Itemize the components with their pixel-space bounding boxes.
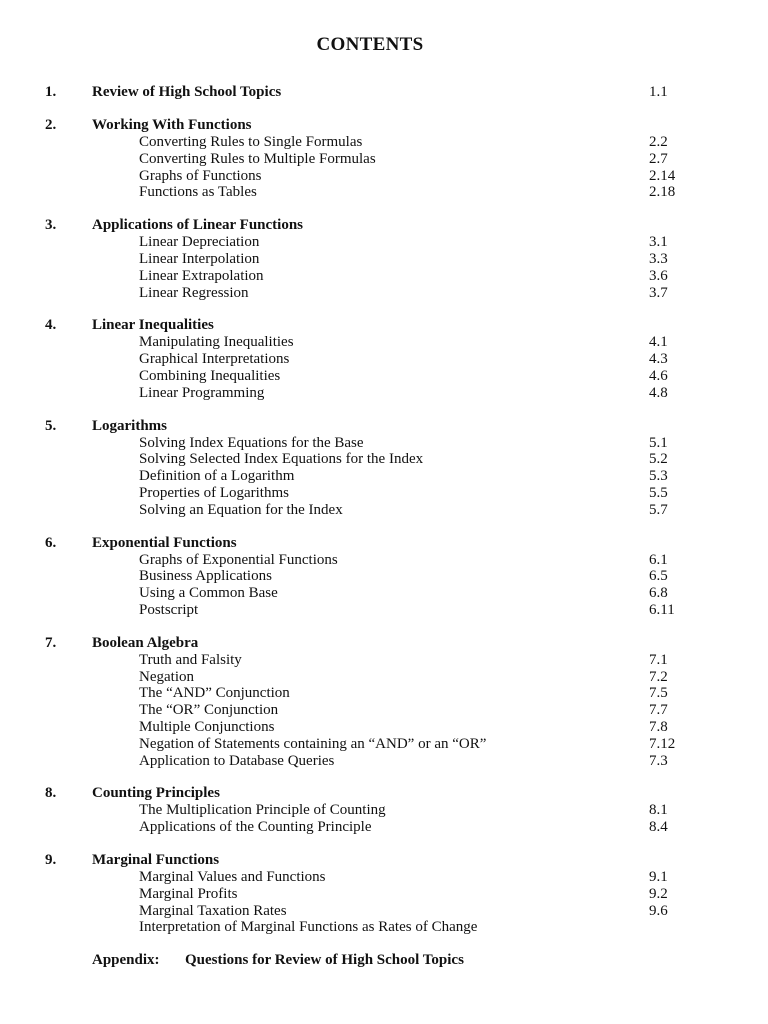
chapter-number: 4.: [45, 317, 57, 334]
section-page-number: 4.1: [649, 334, 668, 351]
toc-section-row: [0, 151, 768, 168]
table-of-contents: [0, 84, 768, 969]
section-title: Negation: [139, 668, 194, 685]
toc-section-row: [0, 334, 768, 351]
toc-section-row: [0, 552, 768, 569]
toc-section-row: [0, 568, 768, 585]
section-title: Solving an Equation for the Index: [139, 501, 343, 518]
chapter-heading: [0, 117, 768, 134]
toc-section-row: [0, 652, 768, 669]
section-page-number: 2.18: [649, 184, 676, 201]
section-title: Linear Extrapolation: [139, 267, 264, 284]
toc-section-row: [0, 585, 768, 602]
section-page-number: 7.3: [649, 752, 668, 769]
section-title: Graphs of Functions: [139, 167, 262, 184]
section-title: Marginal Values and Functions: [139, 868, 326, 885]
section-page-number: 7.12: [649, 735, 676, 752]
section-title: Truth and Falsity: [139, 651, 242, 668]
section-page-number: 2.7: [649, 150, 668, 167]
section-title: Interpretation of Marginal Functions as Rates of Change: [139, 919, 478, 936]
toc-chapter: [0, 535, 768, 619]
section-title: Marginal Profits: [139, 885, 238, 902]
toc-section-row: [0, 819, 768, 836]
toc-section-row: [0, 351, 768, 368]
section-title: Functions as Tables: [139, 184, 257, 201]
toc-section-row: [0, 669, 768, 686]
section-title: The Multiplication Principle of Counting: [139, 802, 386, 819]
toc-section-row: [0, 468, 768, 485]
toc-section-row: [0, 268, 768, 285]
chapter-number: 7.: [45, 634, 57, 651]
section-title: Linear Depreciation: [139, 234, 260, 251]
section-page-number: 5.3: [649, 468, 668, 485]
section-title: Using a Common Base: [139, 585, 278, 602]
chapter-heading: [0, 635, 768, 652]
toc-section-row: [0, 702, 768, 719]
toc-section-row: [0, 451, 768, 468]
chapter-number: 1.: [45, 84, 57, 100]
section-title: Converting Rules to Multiple Formulas: [139, 150, 376, 167]
toc-section-row: [0, 685, 768, 702]
chapter-number: 3.: [45, 217, 57, 234]
chapter-title: Working With Functions: [92, 117, 252, 133]
section-page-number: 5.1: [649, 434, 668, 451]
section-page-number: 3.1: [649, 234, 668, 251]
toc-section-row: [0, 502, 768, 519]
toc-chapter: [0, 217, 768, 301]
section-title: Properties of Logarithms: [139, 484, 289, 501]
section-page-number: 7.5: [649, 685, 668, 702]
section-title: The “AND” Conjunction: [139, 685, 290, 702]
section-page-number: 3.6: [649, 267, 668, 284]
section-title: Manipulating Inequalities: [139, 334, 294, 351]
section-page-number: 8.4: [649, 819, 668, 836]
chapter-title: Marginal Functions: [92, 851, 220, 868]
section-page-number: 6.11: [649, 601, 675, 618]
section-title: Solving Index Equations for the Base: [139, 434, 364, 451]
section-page-number: 3.3: [649, 250, 668, 267]
toc-chapter: [0, 635, 768, 770]
section-page-number: 9.1: [649, 868, 668, 885]
section-title: Combining Inequalities: [139, 367, 281, 384]
section-page-number: 8.1: [649, 802, 668, 819]
toc-section-row: [0, 385, 768, 402]
chapter-number: 6.: [45, 534, 57, 551]
section-page-number: 9.2: [649, 885, 668, 902]
section-page-number: 5.2: [649, 451, 668, 468]
toc-section-row: [0, 736, 768, 753]
toc-section-row: [0, 869, 768, 886]
section-page-number: 7.7: [649, 702, 668, 719]
section-page-number: 4.8: [649, 384, 668, 401]
section-page-number: 5.7: [649, 501, 668, 518]
section-page-number: 2.14: [649, 167, 676, 184]
toc-section-row: [0, 886, 768, 903]
chapter-heading: [0, 418, 768, 435]
section-title: Converting Rules to Single Formulas: [139, 134, 363, 150]
toc-section-row: [0, 903, 768, 920]
section-page-number: 7.1: [649, 651, 668, 668]
appendix-label: Appendix:: [92, 952, 160, 969]
section-title: Linear Interpolation: [139, 250, 260, 267]
chapter-title: Review of High School Topics: [92, 84, 282, 100]
chapter-title: Linear Inequalities: [92, 317, 214, 334]
toc-chapter: [0, 785, 768, 836]
section-page-number: 9.6: [649, 902, 668, 919]
section-title: Marginal Taxation Rates: [139, 902, 287, 919]
toc-chapter: [0, 117, 768, 201]
section-page-number: 2.2: [649, 134, 668, 150]
section-page-number: 6.8: [649, 585, 668, 602]
toc-chapter: [0, 84, 768, 101]
section-title: Business Applications: [139, 568, 272, 585]
toc-section-row: [0, 919, 768, 936]
section-page-number: 5.5: [649, 484, 668, 501]
section-page-number: 4.3: [649, 351, 668, 368]
toc-section-row: [0, 485, 768, 502]
chapter-number: 9.: [45, 851, 57, 868]
toc-section-row: [0, 184, 768, 201]
toc-section-row: [0, 368, 768, 385]
section-title: Linear Programming: [139, 384, 265, 401]
chapter-title: Logarithms: [92, 417, 167, 434]
section-title: Definition of a Logarithm: [139, 468, 295, 485]
section-page-number: 7.8: [649, 718, 668, 735]
toc-section-row: [0, 802, 768, 819]
section-title: Linear Regression: [139, 284, 249, 301]
chapter-title: Exponential Functions: [92, 534, 237, 551]
section-title: Multiple Conjunctions: [139, 718, 275, 735]
toc-chapter: [0, 418, 768, 519]
section-page-number: 6.5: [649, 568, 668, 585]
section-title: Applications of the Counting Principle: [139, 819, 372, 836]
toc-section-row: [0, 719, 768, 736]
toc-section-row: [0, 168, 768, 185]
chapter-heading: [0, 317, 768, 334]
toc-section-row: [0, 234, 768, 251]
chapter-number: 5.: [45, 417, 57, 434]
toc-section-row: [0, 285, 768, 302]
toc-section-row: [0, 435, 768, 452]
section-title: Graphical Interpretations: [139, 351, 290, 368]
section-title: Application to Database Queries: [139, 752, 335, 769]
section-title: Negation of Statements containing an “AND” or an “OR”: [139, 735, 487, 752]
chapter-title: Counting Principles: [92, 785, 220, 802]
chapter-heading: [0, 852, 768, 869]
chapter-title: Boolean Algebra: [92, 634, 199, 651]
appendix-title: Questions for Review of High School Topics: [185, 952, 464, 969]
toc-section-row: [0, 134, 768, 151]
chapter-heading: [0, 217, 768, 234]
chapter-heading: [0, 84, 768, 101]
section-page-number: 3.7: [649, 284, 668, 301]
toc-section-row: [0, 251, 768, 268]
section-page-number: 6.1: [649, 551, 668, 568]
chapter-number: 2.: [45, 117, 57, 133]
section-page-number: 7.2: [649, 668, 668, 685]
chapter-title: Applications of Linear Functions: [92, 217, 304, 234]
chapter-heading: [0, 535, 768, 552]
toc-chapter: [0, 852, 768, 936]
section-title: The “OR” Conjunction: [139, 702, 279, 719]
section-page-number: 4.6: [649, 367, 668, 384]
page-title: CONTENTS: [316, 34, 424, 55]
section-title: Postscript: [139, 601, 199, 618]
section-title: Solving Selected Index Equations for the Index: [139, 451, 424, 468]
section-title: Graphs of Exponential Functions: [139, 551, 338, 568]
chapter-number: 8.: [45, 785, 57, 802]
chapter-page-number: 1.1: [649, 84, 668, 100]
toc-chapter: [0, 317, 768, 401]
chapter-heading: [0, 785, 768, 802]
toc-section-row: [0, 753, 768, 770]
appendix-entry: [0, 952, 768, 969]
toc-section-row: [0, 602, 768, 619]
